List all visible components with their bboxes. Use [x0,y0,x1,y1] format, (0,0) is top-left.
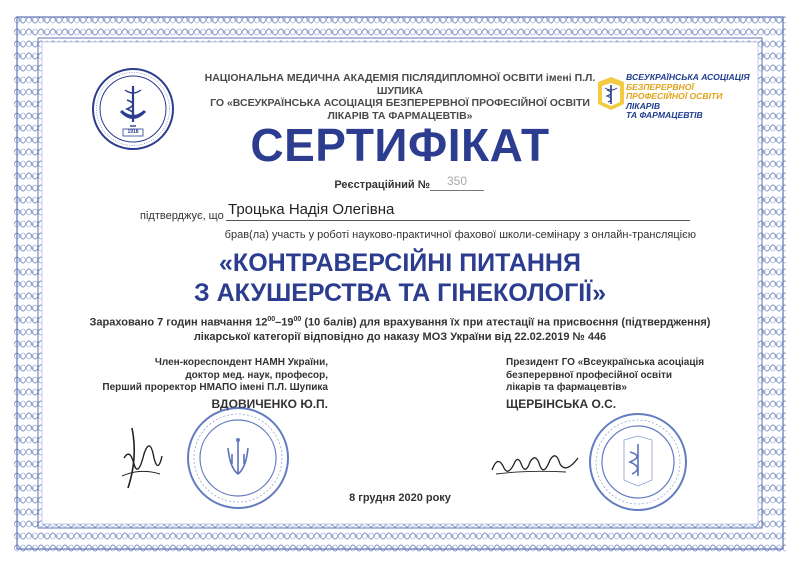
credit-line-1 [40,316,760,329]
signatory-left-line-1: Член-кореспондент НАМН України, [154,357,328,368]
signatory-left-line-2: доктор мед. наук, професор, [185,369,328,381]
recipient-name: Троцька Надія Олегівна [228,201,395,218]
signatory-left-name: ВДОВИЧЕНКО Ю.П. [211,397,328,411]
assoc-line-1: ВСЕУКРАЇНСЬКА АСОЦІАЦІЯ [626,72,750,82]
signatory-right-line-2: безперервної професійної освіти [506,369,673,381]
credit-line-1-c: (10 балів) для врахування їх при атестації на присвоєння (підтвердження) [301,316,711,329]
registration-underline [430,190,484,191]
confirms-text: підтверджує, що [140,210,224,222]
event-title-line-1: «КОНТРАВЕРСІЙНІ ПИТАННЯ [219,249,581,277]
assoc-line-3: ПРОФЕСІЙНОЇ ОСВІТИ [626,91,723,102]
credit-sup-1: 00 [267,316,276,323]
signatory-left-line-3: Перший проректор НМАПО імені П.Л. Шупика [102,382,328,393]
assoc-line-5: ТА ФАРМАЦЕВТІВ [626,110,703,121]
issue-date: 8 грудня 2020 року [349,492,451,504]
signatory-right-name: ЩЕРБІНСЬКА О.С. [506,397,617,411]
signatory-right-title [506,357,736,395]
header-line-1: НАЦІОНАЛЬНА МЕДИЧНА АКАДЕМІЯ ПІСЛЯДИПЛОМНОЇ ОСВІТИ імені П.Л. ШУПИКА [204,72,596,97]
certificate-title: СЕРТИФІКАТ [250,119,550,171]
credit-line-1-a: Зараховано 7 годин навчання 12 [89,316,268,329]
recipient-underline [226,220,690,221]
header-line-3: ЛІКАРІВ ТА ФАРМАЦЕВТІВ» [327,109,473,122]
association-logo-icon [596,74,626,114]
header-line-2: ГО «ВСЕУКРАЇНСЬКА АСОЦІАЦІЯ БЕЗПЕРЕРВНОЇ ПРОФЕСІЙНОЇ ОСВІТИ [210,97,590,109]
assoc-line-2: БЕЗПЕРЕРВНОЇ [626,81,694,92]
institution-header [190,72,610,122]
credit-sup-2: 00 [293,316,302,323]
registration-number: 350 [446,174,468,188]
credit-line-1-b: –19 [275,316,294,329]
event-title-line-2: З АКУШЕРСТВА ТА ГІНЕКОЛОГІЇ» [194,279,606,307]
signatory-right-line-3: лікарів та фармацевтів» [506,382,627,393]
participation-text: брав(ла) участь у роботі науково-практичної фахової школи-семінару з онлайн-трансляцією [224,229,696,241]
registration-label: Реєстраційний № [334,179,430,191]
signature-left [110,418,190,498]
signatory-right-line-1: Президент ГО «Всеукраїнська асоціація [506,357,705,368]
signatory-left-title [96,357,328,395]
signature-right [488,444,588,484]
academy-logo-year: 1918 [127,129,139,135]
credit-line-2: лікарської категорії відповідно до наказу МОЗ України від 22.02.2019 № 446 [193,331,607,343]
association-logo-text [626,73,766,121]
assoc-line-4: ЛІКАРІВ [626,100,661,111]
